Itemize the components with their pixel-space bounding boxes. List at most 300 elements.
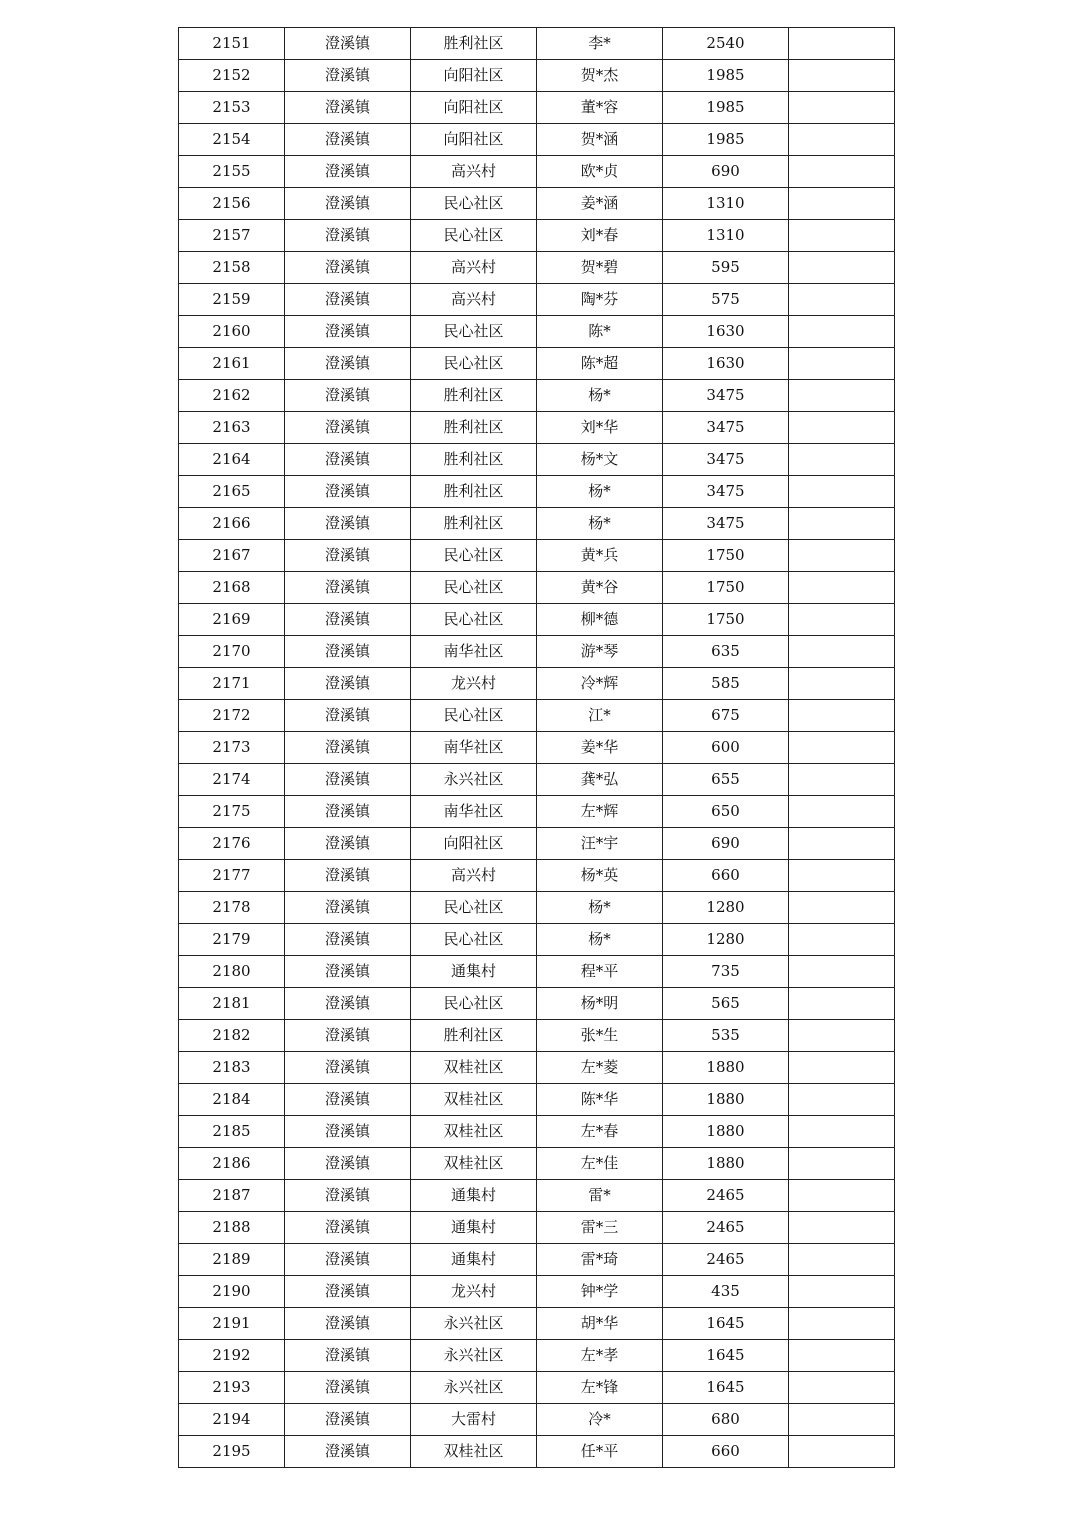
name-cell: 贺*碧 [537,252,663,284]
remark-cell [789,540,895,572]
amount-cell: 655 [663,764,789,796]
community-cell: 胜利社区 [411,1020,537,1052]
row-number-cell: 2184 [179,1084,285,1116]
name-cell: 贺*杰 [537,60,663,92]
row-number-cell: 2164 [179,444,285,476]
town-cell: 澄溪镇 [285,572,411,604]
amount-cell: 1645 [663,1340,789,1372]
table-row [179,572,895,604]
community-cell: 龙兴村 [411,1276,537,1308]
community-cell: 胜利社区 [411,28,537,60]
name-cell: 杨* [537,380,663,412]
row-number-cell: 2161 [179,348,285,380]
community-cell: 民心社区 [411,924,537,956]
name-cell: 左*春 [537,1116,663,1148]
name-cell: 陈* [537,316,663,348]
row-number-cell: 2180 [179,956,285,988]
table-row [179,476,895,508]
name-cell: 游*琴 [537,636,663,668]
row-number-cell: 2174 [179,764,285,796]
community-cell: 通集村 [411,1212,537,1244]
town-cell: 澄溪镇 [285,124,411,156]
table-row [179,1180,895,1212]
amount-cell: 1880 [663,1148,789,1180]
amount-cell: 1750 [663,540,789,572]
table-row [179,92,895,124]
remark-cell [789,60,895,92]
town-cell: 澄溪镇 [285,924,411,956]
community-cell: 双桂社区 [411,1084,537,1116]
amount-cell: 2540 [663,28,789,60]
amount-cell: 1645 [663,1308,789,1340]
remark-cell [789,444,895,476]
town-cell: 澄溪镇 [285,828,411,860]
name-cell: 刘*华 [537,412,663,444]
community-cell: 永兴社区 [411,1308,537,1340]
remark-cell [789,1212,895,1244]
row-number-cell: 2151 [179,28,285,60]
amount-cell: 1630 [663,316,789,348]
community-cell: 双桂社区 [411,1148,537,1180]
amount-cell: 3475 [663,476,789,508]
remark-cell [789,988,895,1020]
community-cell: 民心社区 [411,604,537,636]
town-cell: 澄溪镇 [285,956,411,988]
row-number-cell: 2183 [179,1052,285,1084]
town-cell: 澄溪镇 [285,1436,411,1468]
community-cell: 高兴村 [411,860,537,892]
town-cell: 澄溪镇 [285,412,411,444]
remark-cell [789,1052,895,1084]
town-cell: 澄溪镇 [285,476,411,508]
table-row [179,732,895,764]
row-number-cell: 2152 [179,60,285,92]
town-cell: 澄溪镇 [285,892,411,924]
town-cell: 澄溪镇 [285,1404,411,1436]
town-cell: 澄溪镇 [285,348,411,380]
town-cell: 澄溪镇 [285,540,411,572]
town-cell: 澄溪镇 [285,60,411,92]
row-number-cell: 2188 [179,1212,285,1244]
name-cell: 陈*超 [537,348,663,380]
community-cell: 民心社区 [411,220,537,252]
town-cell: 澄溪镇 [285,860,411,892]
row-number-cell: 2187 [179,1180,285,1212]
amount-cell: 680 [663,1404,789,1436]
row-number-cell: 2181 [179,988,285,1020]
table-row [179,1340,895,1372]
town-cell: 澄溪镇 [285,732,411,764]
amount-cell: 1985 [663,60,789,92]
amount-cell: 565 [663,988,789,1020]
table-row [179,60,895,92]
name-cell: 董*容 [537,92,663,124]
amount-cell: 2465 [663,1212,789,1244]
amount-cell: 1630 [663,348,789,380]
community-cell: 永兴社区 [411,1372,537,1404]
name-cell: 汪*宇 [537,828,663,860]
remark-cell [789,1404,895,1436]
town-cell: 澄溪镇 [285,380,411,412]
row-number-cell: 2165 [179,476,285,508]
row-number-cell: 2179 [179,924,285,956]
name-cell: 黄*兵 [537,540,663,572]
amount-cell: 1645 [663,1372,789,1404]
town-cell: 澄溪镇 [285,604,411,636]
remark-cell [789,1244,895,1276]
table-row [179,1308,895,1340]
name-cell: 左*孝 [537,1340,663,1372]
amount-cell: 575 [663,284,789,316]
town-cell: 澄溪镇 [285,252,411,284]
community-cell: 大雷村 [411,1404,537,1436]
amount-cell: 675 [663,700,789,732]
amount-cell: 1310 [663,188,789,220]
name-cell: 姜*华 [537,732,663,764]
community-cell: 南华社区 [411,732,537,764]
row-number-cell: 2182 [179,1020,285,1052]
remark-cell [789,1276,895,1308]
town-cell: 澄溪镇 [285,1244,411,1276]
row-number-cell: 2153 [179,92,285,124]
town-cell: 澄溪镇 [285,668,411,700]
table-row [179,188,895,220]
name-cell: 刘*春 [537,220,663,252]
beneficiary-table [178,27,895,1468]
table-row [179,540,895,572]
remark-cell [789,124,895,156]
amount-cell: 635 [663,636,789,668]
row-number-cell: 2157 [179,220,285,252]
community-cell: 南华社区 [411,636,537,668]
amount-cell: 3475 [663,412,789,444]
table-row [179,316,895,348]
town-cell: 澄溪镇 [285,444,411,476]
remark-cell [789,188,895,220]
name-cell: 柳*德 [537,604,663,636]
table-row [179,124,895,156]
remark-cell [789,1340,895,1372]
table-row [179,1052,895,1084]
name-cell: 冷* [537,1404,663,1436]
town-cell: 澄溪镇 [285,1116,411,1148]
table-row [179,828,895,860]
table-row [179,1436,895,1468]
remark-cell [789,156,895,188]
table-row [179,412,895,444]
table-row [179,700,895,732]
amount-cell: 1880 [663,1084,789,1116]
remark-cell [789,700,895,732]
name-cell: 杨*明 [537,988,663,1020]
town-cell: 澄溪镇 [285,508,411,540]
name-cell: 左*锋 [537,1372,663,1404]
remark-cell [789,1020,895,1052]
table-row [179,796,895,828]
amount-cell: 585 [663,668,789,700]
row-number-cell: 2159 [179,284,285,316]
document-table-container [178,27,895,1468]
community-cell: 通集村 [411,1244,537,1276]
community-cell: 胜利社区 [411,412,537,444]
town-cell: 澄溪镇 [285,1180,411,1212]
amount-cell: 1750 [663,572,789,604]
row-number-cell: 2189 [179,1244,285,1276]
town-cell: 澄溪镇 [285,1212,411,1244]
table-row [179,764,895,796]
town-cell: 澄溪镇 [285,92,411,124]
table-body [179,28,895,1468]
table-row [179,892,895,924]
remark-cell [789,892,895,924]
row-number-cell: 2194 [179,1404,285,1436]
remark-cell [789,1308,895,1340]
community-cell: 高兴村 [411,156,537,188]
community-cell: 向阳社区 [411,60,537,92]
community-cell: 民心社区 [411,348,537,380]
remark-cell [789,1084,895,1116]
row-number-cell: 2156 [179,188,285,220]
name-cell: 杨* [537,508,663,540]
table-row [179,924,895,956]
table-row [179,860,895,892]
town-cell: 澄溪镇 [285,188,411,220]
row-number-cell: 2173 [179,732,285,764]
town-cell: 澄溪镇 [285,1340,411,1372]
table-row [179,988,895,1020]
community-cell: 民心社区 [411,316,537,348]
name-cell: 杨* [537,924,663,956]
table-row [179,604,895,636]
row-number-cell: 2191 [179,1308,285,1340]
town-cell: 澄溪镇 [285,156,411,188]
remark-cell [789,252,895,284]
table-row [179,1116,895,1148]
remark-cell [789,924,895,956]
row-number-cell: 2177 [179,860,285,892]
name-cell: 杨* [537,892,663,924]
amount-cell: 2465 [663,1244,789,1276]
amount-cell: 535 [663,1020,789,1052]
remark-cell [789,412,895,444]
amount-cell: 1985 [663,92,789,124]
row-number-cell: 2167 [179,540,285,572]
remark-cell [789,764,895,796]
table-row [179,1244,895,1276]
remark-cell [789,1116,895,1148]
amount-cell: 735 [663,956,789,988]
name-cell: 雷*三 [537,1212,663,1244]
table-row [179,1148,895,1180]
row-number-cell: 2163 [179,412,285,444]
table-row [179,1372,895,1404]
name-cell: 杨* [537,476,663,508]
remark-cell [789,860,895,892]
row-number-cell: 2186 [179,1148,285,1180]
community-cell: 胜利社区 [411,444,537,476]
row-number-cell: 2172 [179,700,285,732]
name-cell: 雷*琦 [537,1244,663,1276]
amount-cell: 660 [663,860,789,892]
row-number-cell: 2168 [179,572,285,604]
table-row [179,1404,895,1436]
row-number-cell: 2175 [179,796,285,828]
remark-cell [789,476,895,508]
remark-cell [789,796,895,828]
remark-cell [789,1372,895,1404]
amount-cell: 1750 [663,604,789,636]
table-row [179,220,895,252]
remark-cell [789,636,895,668]
row-number-cell: 2160 [179,316,285,348]
amount-cell: 3475 [663,380,789,412]
remark-cell [789,220,895,252]
community-cell: 民心社区 [411,188,537,220]
community-cell: 民心社区 [411,988,537,1020]
amount-cell: 2465 [663,1180,789,1212]
row-number-cell: 2178 [179,892,285,924]
amount-cell: 3475 [663,444,789,476]
town-cell: 澄溪镇 [285,1052,411,1084]
table-row [179,668,895,700]
town-cell: 澄溪镇 [285,636,411,668]
remark-cell [789,668,895,700]
remark-cell [789,380,895,412]
community-cell: 南华社区 [411,796,537,828]
remark-cell [789,316,895,348]
row-number-cell: 2155 [179,156,285,188]
name-cell: 冷*辉 [537,668,663,700]
name-cell: 胡*华 [537,1308,663,1340]
town-cell: 澄溪镇 [285,1020,411,1052]
town-cell: 澄溪镇 [285,764,411,796]
row-number-cell: 2170 [179,636,285,668]
table-row [179,252,895,284]
name-cell: 左*菱 [537,1052,663,1084]
town-cell: 澄溪镇 [285,220,411,252]
community-cell: 民心社区 [411,892,537,924]
remark-cell [789,1180,895,1212]
remark-cell [789,828,895,860]
name-cell: 姜*涵 [537,188,663,220]
community-cell: 民心社区 [411,540,537,572]
remark-cell [789,604,895,636]
name-cell: 杨*文 [537,444,663,476]
table-row [179,156,895,188]
remark-cell [789,284,895,316]
remark-cell [789,508,895,540]
community-cell: 高兴村 [411,284,537,316]
name-cell: 左*辉 [537,796,663,828]
name-cell: 黄*谷 [537,572,663,604]
row-number-cell: 2154 [179,124,285,156]
community-cell: 双桂社区 [411,1436,537,1468]
remark-cell [789,348,895,380]
amount-cell: 1985 [663,124,789,156]
name-cell: 张*生 [537,1020,663,1052]
row-number-cell: 2171 [179,668,285,700]
town-cell: 澄溪镇 [285,796,411,828]
community-cell: 胜利社区 [411,380,537,412]
community-cell: 永兴社区 [411,1340,537,1372]
row-number-cell: 2195 [179,1436,285,1468]
amount-cell: 690 [663,828,789,860]
table-row [179,284,895,316]
remark-cell [789,28,895,60]
town-cell: 澄溪镇 [285,316,411,348]
amount-cell: 435 [663,1276,789,1308]
town-cell: 澄溪镇 [285,284,411,316]
town-cell: 澄溪镇 [285,1308,411,1340]
community-cell: 龙兴村 [411,668,537,700]
amount-cell: 595 [663,252,789,284]
table-row [179,28,895,60]
name-cell: 雷* [537,1180,663,1212]
amount-cell: 1880 [663,1052,789,1084]
amount-cell: 660 [663,1436,789,1468]
amount-cell: 3475 [663,508,789,540]
community-cell: 胜利社区 [411,476,537,508]
table-row [179,1020,895,1052]
table-row [179,1276,895,1308]
row-number-cell: 2162 [179,380,285,412]
town-cell: 澄溪镇 [285,28,411,60]
remark-cell [789,572,895,604]
town-cell: 澄溪镇 [285,1372,411,1404]
community-cell: 双桂社区 [411,1052,537,1084]
name-cell: 钟*学 [537,1276,663,1308]
town-cell: 澄溪镇 [285,1276,411,1308]
table-row [179,956,895,988]
town-cell: 澄溪镇 [285,700,411,732]
row-number-cell: 2176 [179,828,285,860]
amount-cell: 1280 [663,892,789,924]
remark-cell [789,1148,895,1180]
amount-cell: 600 [663,732,789,764]
name-cell: 龚*弘 [537,764,663,796]
table-row [179,348,895,380]
remark-cell [789,1436,895,1468]
row-number-cell: 2190 [179,1276,285,1308]
name-cell: 陈*华 [537,1084,663,1116]
row-number-cell: 2193 [179,1372,285,1404]
name-cell: 李* [537,28,663,60]
town-cell: 澄溪镇 [285,1084,411,1116]
community-cell: 通集村 [411,1180,537,1212]
community-cell: 向阳社区 [411,828,537,860]
remark-cell [789,732,895,764]
table-row [179,636,895,668]
community-cell: 双桂社区 [411,1116,537,1148]
row-number-cell: 2185 [179,1116,285,1148]
row-number-cell: 2192 [179,1340,285,1372]
remark-cell [789,956,895,988]
table-row [179,1084,895,1116]
table-row [179,444,895,476]
amount-cell: 650 [663,796,789,828]
row-number-cell: 2166 [179,508,285,540]
community-cell: 民心社区 [411,700,537,732]
community-cell: 胜利社区 [411,508,537,540]
name-cell: 江* [537,700,663,732]
name-cell: 杨*英 [537,860,663,892]
community-cell: 向阳社区 [411,92,537,124]
name-cell: 程*平 [537,956,663,988]
row-number-cell: 2169 [179,604,285,636]
town-cell: 澄溪镇 [285,988,411,1020]
name-cell: 贺*涵 [537,124,663,156]
community-cell: 高兴村 [411,252,537,284]
